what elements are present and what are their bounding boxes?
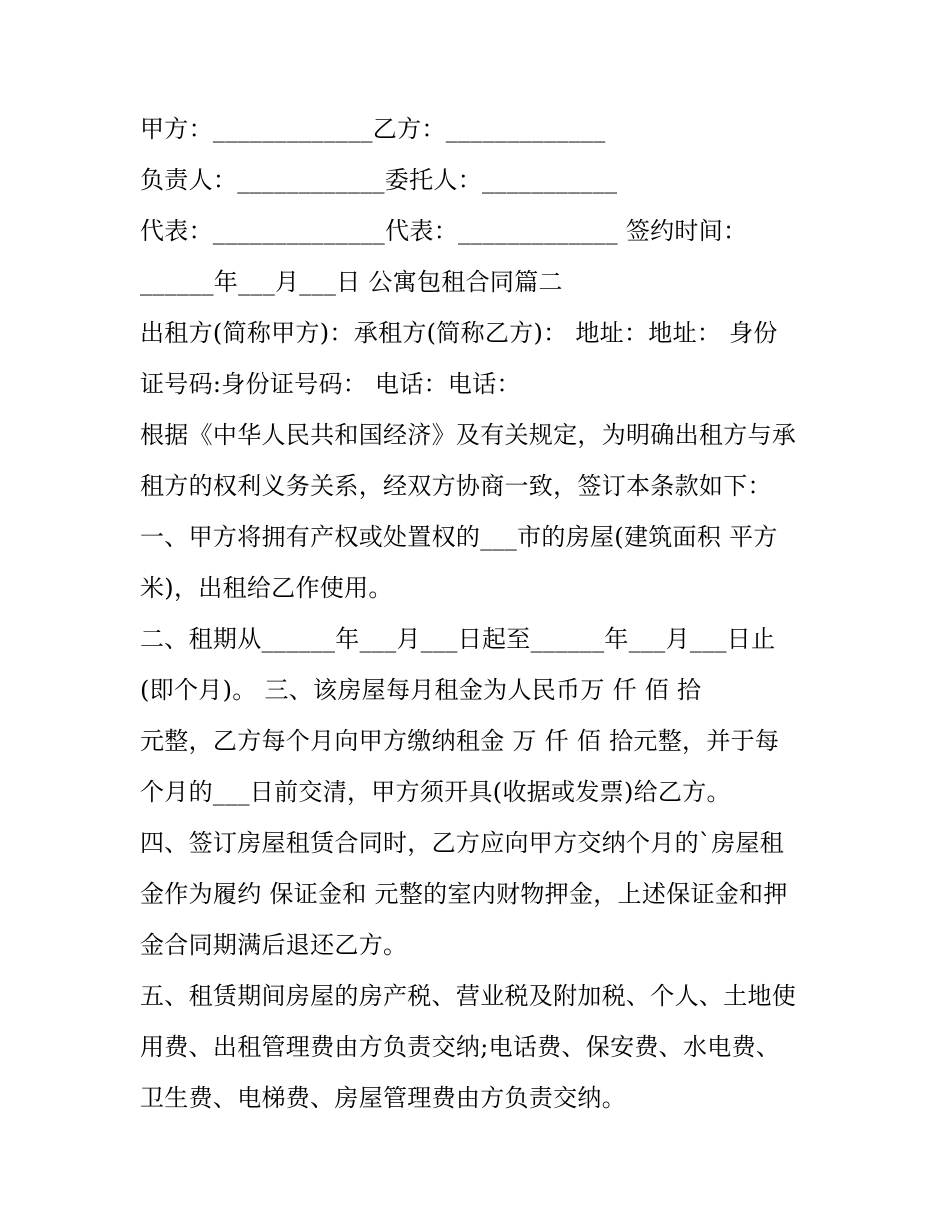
clause-3-line-2: 元整，乙方每个月向甲方缴纳租金 万 仟 佰 拾元整，并于每 (140, 727, 780, 755)
representative-line: 代表：______________代表：_____________ 签约时间： (140, 217, 748, 245)
clause-5-line-1: 五、租赁期间房屋的房产税、营业税及附加税、个人、土地使 (140, 982, 797, 1010)
clause-3-line-1: (即个月)。 三、该房屋每月租金为人民币万 仟 佰 拾 (140, 676, 702, 704)
preamble-line-2: 租方的权利义务关系，经双方协商一致，签订本条款如下： (140, 472, 772, 500)
party-names-line: 甲方：_____________乙方：_____________ (140, 115, 606, 143)
clause-1-line-1: 一、甲方将拥有产权或处置权的___市的房屋(建筑面积 平方 (140, 523, 778, 551)
responsible-person-line: 负责人：____________委托人：___________ (140, 166, 618, 194)
preamble-line-1: 根据《中华人民共和国经济》及有关规定，为明确出租方与承 (140, 421, 797, 449)
clause-1-line-2: 米)，出租给乙作使用。 (140, 574, 393, 602)
clause-5-line-2: 用费、出租管理费由方负责交纳;电话费、保安费、水电费、 (140, 1033, 781, 1061)
clause-4-line-2: 金作为履约 保证金和 元整的室内财物押金，上述保证金和押 (140, 880, 788, 908)
clause-4-line-1: 四、签订房屋租赁合同时，乙方应向甲方交纳个月的`房屋租 (140, 829, 785, 857)
clause-2-line-1: 二、租期从______年___月___日起至______年___月___日止 (140, 625, 776, 653)
clause-4-line-3: 金合同期满后退还乙方。 (140, 931, 408, 959)
signing-date-title-line: ______年___月___日 公寓包租合同篇二 (140, 268, 563, 296)
id-phone-line: 证号码:身份证号码： 电话：电话： (140, 370, 521, 398)
clause-5-line-3: 卫生费、电梯费、房屋管理费由方负责交纳。 (140, 1084, 626, 1112)
lessor-lessee-line: 出租方(简称甲方)：承租方(简称乙方)： 地址：地址： 身份 (140, 319, 778, 347)
clause-3-line-3: 个月的___日前交清，甲方须开具(收据或发票)给乙方。 (140, 778, 731, 806)
